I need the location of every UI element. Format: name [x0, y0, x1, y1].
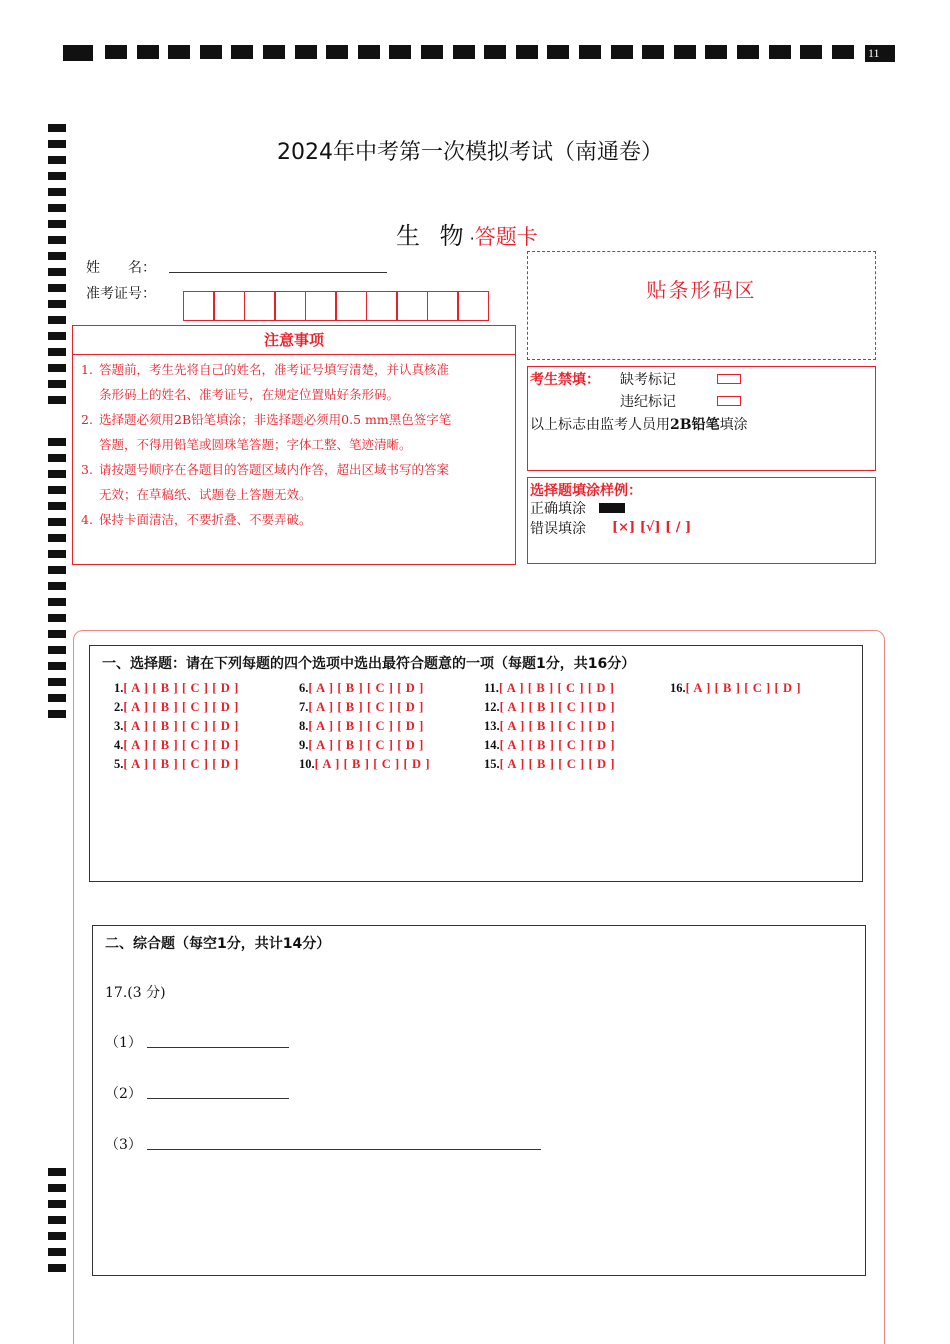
timing-mark: [48, 1216, 66, 1224]
timing-mark: [642, 45, 664, 59]
id-digit-box[interactable]: [335, 291, 367, 321]
timing-mark: [547, 45, 569, 59]
timing-mark: [48, 710, 66, 718]
timing-mark: [358, 45, 380, 59]
notice-item: 1. 答题前，考生先将自己的姓名，准考证号填写清楚，并认真核准 条形码上的姓名、准考证号，在规定位置贴好条形码。: [81, 362, 450, 402]
timing-mark: [48, 332, 66, 340]
timing-mark: [137, 45, 159, 59]
timing-mark: [48, 566, 66, 574]
blank-2-label: （2）: [105, 1086, 142, 1102]
prohibited-label: 考生禁填：: [530, 372, 600, 388]
timing-mark: [48, 1248, 66, 1256]
timing-mark: [48, 614, 66, 622]
id-digit-box[interactable]: [183, 291, 215, 321]
timing-mark: [48, 268, 66, 276]
id-digit-box[interactable]: [396, 291, 428, 321]
timing-mark: [326, 45, 348, 59]
timing-mark: [48, 678, 66, 686]
choice-question[interactable]: 13.[ A ] [ B ] [ C ] [ D ]: [484, 719, 616, 733]
timing-mark: [705, 45, 727, 59]
choice-question[interactable]: 7.[ A ] [ B ] [ C ] [ D ]: [299, 700, 424, 714]
subject-title: [396, 216, 538, 251]
section2-title: 二、综合题（每空1分，共计14分）: [105, 936, 331, 952]
timing-mark: [48, 550, 66, 558]
absent-mark-box[interactable]: [717, 374, 741, 384]
timing-mark: [579, 45, 601, 59]
timing-mark: [105, 45, 127, 59]
section1-title: 一、选择题：请在下列每题的四个选项中选出最符合题意的一项（每题1分，共16分）: [102, 656, 636, 672]
timing-mark: [48, 1184, 66, 1192]
blank-1-line[interactable]: [147, 1032, 289, 1048]
timing-mark: [48, 284, 66, 292]
timing-mark: [48, 582, 66, 590]
wrong-fill-label: 错误填涂: [530, 521, 586, 537]
timing-mark: [48, 204, 66, 212]
id-label: 准考证号：: [86, 286, 156, 302]
timing-mark: [48, 486, 66, 494]
notice-title: 注意事项: [72, 325, 516, 355]
choice-question[interactable]: 12.[ A ] [ B ] [ C ] [ D ]: [484, 700, 616, 714]
timing-mark: [516, 45, 538, 59]
notice-item: 2. 选择题必须用2B铅笔填涂；非选择题必须用0.5 mm黑色签字笔 答题，不得用铅笔或圆珠笔答题；字体工整、笔迹清晰。: [81, 412, 452, 452]
timing-mark: [48, 438, 66, 446]
choice-question[interactable]: 8.[ A ] [ B ] [ C ] [ D ]: [299, 719, 424, 733]
timing-mark: [48, 1168, 66, 1176]
violation-mark-box[interactable]: [717, 396, 741, 406]
blank-2-line[interactable]: [147, 1083, 289, 1099]
wrong-fill-samples: [×] [√] [ / ]: [612, 520, 692, 535]
timing-mark: [832, 45, 854, 59]
timing-mark: [48, 396, 66, 404]
timing-mark: [453, 45, 475, 59]
choice-question[interactable]: 16.[ A ] [ B ] [ C ] [ D ]: [670, 681, 802, 695]
notice-item: 3. 请按题号顺序在各题目的答题区域内作答，超出区域书写的答案 无效；在草稿纸、试题卷上答题无效。: [81, 462, 450, 502]
timing-mark: [48, 502, 66, 510]
choice-question[interactable]: 4.[ A ] [ B ] [ C ] [ D ]: [114, 738, 239, 752]
timing-mark: [168, 45, 190, 59]
page-number: 11: [865, 45, 895, 62]
choice-question[interactable]: 6.[ A ] [ B ] [ C ] [ D ]: [299, 681, 424, 695]
id-digit-box[interactable]: [366, 291, 398, 321]
question-17-label: 17.(3 分): [105, 985, 166, 1001]
notice-item: 4. 保持卡面清洁，不要折叠、不要弄破。: [81, 512, 312, 527]
timing-mark: [769, 45, 791, 59]
timing-mark: [48, 364, 66, 372]
fill-example-box: [527, 477, 876, 564]
timing-mark: [48, 454, 66, 462]
choice-question[interactable]: 15.[ A ] [ B ] [ C ] [ D ]: [484, 757, 616, 771]
timing-mark: [48, 348, 66, 356]
timing-mark: [48, 1264, 66, 1272]
timing-mark: [48, 598, 66, 606]
barcode-label: 贴条形码区: [646, 278, 757, 302]
timing-mark: [737, 45, 759, 59]
timing-mark: [48, 534, 66, 542]
timing-mark: [421, 45, 443, 59]
blank-1-label: （1）: [105, 1035, 142, 1051]
choice-question[interactable]: 2.[ A ] [ B ] [ C ] [ D ]: [114, 700, 239, 714]
timing-mark: [48, 518, 66, 526]
timing-mark: [48, 172, 66, 180]
choice-question[interactable]: 9.[ A ] [ B ] [ C ] [ D ]: [299, 738, 424, 752]
id-digit-box[interactable]: [244, 291, 276, 321]
timing-mark: [48, 470, 66, 478]
violation-label: 违纪标记: [620, 394, 676, 410]
choice-question[interactable]: 14.[ A ] [ B ] [ C ] [ D ]: [484, 738, 616, 752]
timing-mark: [48, 188, 66, 196]
timing-mark: [48, 236, 66, 244]
subject-name: 生 物: [396, 222, 470, 250]
exam-title: 2024年中考第一次模拟考试（南通卷）: [277, 140, 663, 165]
correct-fill-sample: [599, 503, 625, 513]
timing-mark: [48, 646, 66, 654]
section-choice: [89, 645, 863, 882]
timing-mark: [231, 45, 253, 59]
timing-mark: [389, 45, 411, 59]
timing-mark: [48, 124, 66, 132]
fill-example-title: 选择题填涂样例：: [530, 483, 642, 499]
timing-mark: [800, 45, 822, 59]
timing-mark: [484, 45, 506, 59]
timing-mark: [48, 630, 66, 638]
timing-mark: [48, 252, 66, 260]
id-digit-box[interactable]: [427, 291, 459, 321]
absent-label: 缺考标记: [620, 372, 676, 388]
choice-question[interactable]: 10.[ A ] [ B ] [ C ] [ D ]: [299, 757, 431, 771]
timing-mark: [674, 45, 696, 59]
name-field[interactable]: [169, 257, 387, 273]
blank-3-label: （3）: [105, 1137, 142, 1153]
notice-body: [72, 355, 516, 565]
choice-question[interactable]: 1.[ A ] [ B ] [ C ] [ D ]: [114, 681, 239, 695]
id-digit-box[interactable]: [274, 291, 306, 321]
timing-mark: [48, 694, 66, 702]
timing-mark: [48, 662, 66, 670]
timing-mark: [48, 1232, 66, 1240]
id-digit-box[interactable]: [457, 291, 489, 321]
timing-mark: [48, 380, 66, 388]
timing-mark: [263, 45, 285, 59]
timing-mark: [295, 45, 317, 59]
timing-mark: [48, 300, 66, 308]
timing-mark: [48, 1200, 66, 1208]
choice-question[interactable]: 11.[ A ] [ B ] [ C ] [ D ]: [484, 681, 615, 695]
id-digit-box[interactable]: [305, 291, 337, 321]
timing-mark: [611, 45, 633, 59]
timing-mark: [48, 220, 66, 228]
id-number-boxes[interactable]: [184, 291, 489, 321]
answer-card-label: 答题卡: [474, 225, 538, 249]
prohibited-box: [527, 366, 876, 471]
id-digit-box[interactable]: [213, 291, 245, 321]
choice-question[interactable]: 3.[ A ] [ B ] [ C ] [ D ]: [114, 719, 239, 733]
timing-mark: [200, 45, 222, 59]
subject-separator: ·: [469, 229, 475, 248]
timing-mark: [48, 316, 66, 324]
timing-mark: [63, 45, 93, 61]
section-comprehensive: [92, 925, 866, 1276]
prohibited-note: 以上标志由监考人员用2B铅笔填涂: [530, 417, 748, 433]
blank-3-line[interactable]: [147, 1134, 541, 1150]
barcode-area: [527, 251, 876, 360]
name-label: 姓 名：: [86, 260, 156, 276]
choice-question[interactable]: 5.[ A ] [ B ] [ C ] [ D ]: [114, 757, 239, 771]
correct-fill-label: 正确填涂: [530, 501, 586, 517]
